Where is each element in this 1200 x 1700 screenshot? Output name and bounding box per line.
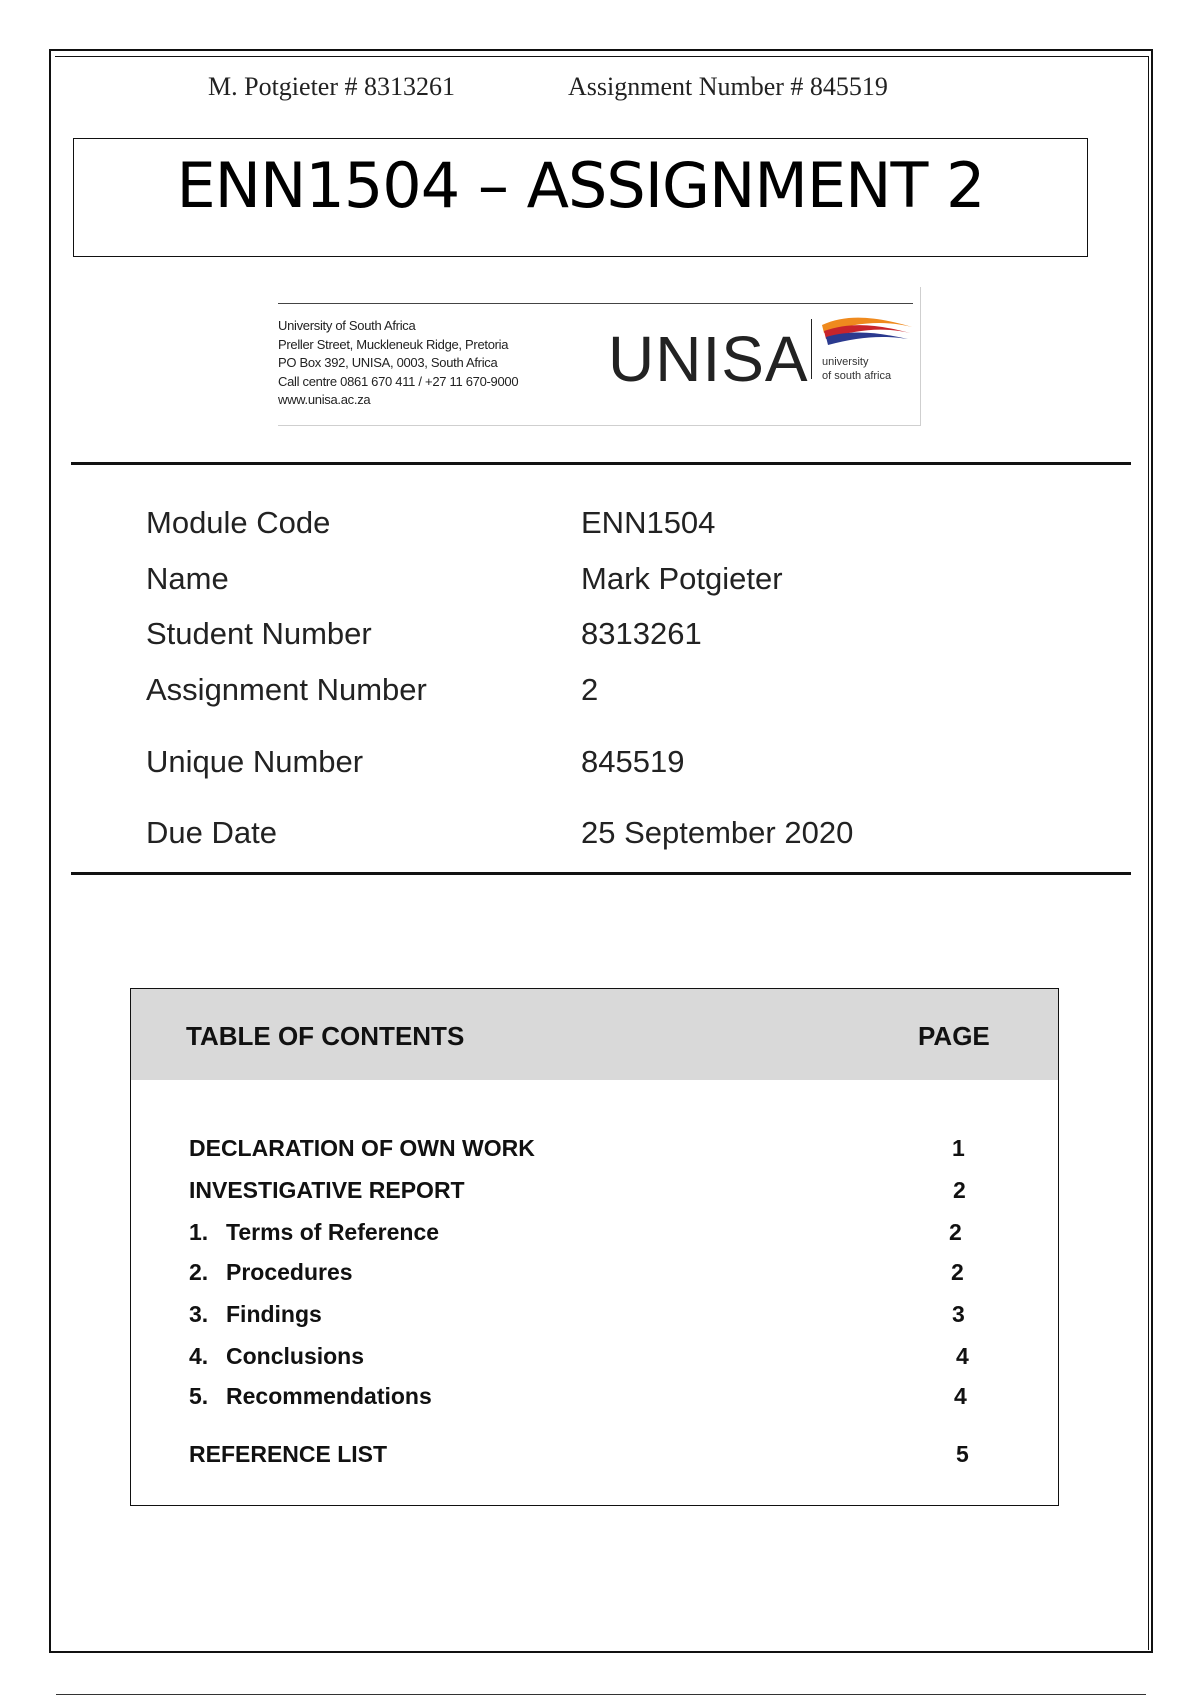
toc-entry-number: 5. (189, 1383, 209, 1409)
toc-entry[interactable] (189, 1177, 989, 1207)
toc-entry-title: Recommendations (226, 1383, 432, 1409)
subtitle-line: university (822, 356, 869, 368)
toc-entry-title: Procedures (226, 1259, 353, 1285)
toc-entry-page: 5 (956, 1441, 969, 1467)
detail-row-name (146, 561, 1046, 601)
toc-entry-title: REFERENCE LIST (189, 1441, 388, 1467)
toc-heading: TABLE OF CONTENTS (186, 1021, 465, 1051)
toc-entry-page: 2 (953, 1177, 966, 1203)
toc-entry-number: 2. (189, 1259, 209, 1285)
toc-header (131, 989, 1058, 1080)
detail-label: Assignment Number (146, 672, 427, 707)
detail-label: Due Date (146, 815, 277, 850)
running-header (0, 70, 1200, 110)
address-line: Preller Street, Muckleneuk Ridge, Pretoria (278, 336, 509, 352)
address-line: www.unisa.ac.za (278, 392, 371, 407)
toc-entry[interactable] (189, 1343, 989, 1373)
letterhead-address (278, 317, 598, 410)
subtitle-line: of south africa (822, 370, 892, 382)
detail-value: 845519 (581, 744, 685, 779)
detail-label: Name (146, 561, 229, 596)
toc-entry[interactable] (189, 1301, 989, 1331)
header-assignment: Assignment Number # 845519 (568, 72, 888, 101)
detail-value: ENN1504 (581, 505, 716, 540)
toc-entry-title: Conclusions (226, 1343, 365, 1369)
toc-entry-page: 4 (956, 1343, 969, 1369)
bottom-rule (56, 1694, 1146, 1695)
toc-entry-page: 2 (949, 1219, 962, 1245)
letterhead-subtitle (822, 355, 891, 383)
address-line: Call centre 0861 670 411 / +27 11 670-9000 (278, 373, 519, 389)
toc-entry[interactable] (189, 1259, 989, 1289)
header-student: M. Potgieter # 8313261 (208, 72, 455, 101)
unisa-flag-icon (818, 315, 914, 347)
logo-divider (811, 319, 812, 379)
detail-row-unique-number (146, 744, 1046, 784)
detail-label: Unique Number (146, 744, 364, 779)
toc-entry[interactable] (189, 1441, 989, 1471)
detail-label: Student Number (146, 616, 372, 651)
detail-label: Module Code (146, 505, 331, 540)
toc-entry[interactable] (189, 1219, 989, 1249)
toc-entry-title: Terms of Reference (226, 1219, 440, 1245)
detail-value: 25 September 2020 (581, 815, 854, 850)
unisa-letterhead (278, 287, 921, 426)
document-title: ENN1504 – ASSIGNMENT 2 (176, 149, 985, 222)
detail-value: 2 (581, 672, 599, 707)
toc-entry-page: 4 (954, 1383, 967, 1409)
unisa-wordmark: UNISA (608, 323, 809, 395)
detail-row-module-code (146, 505, 1046, 545)
toc-entry-number: 4. (189, 1343, 209, 1369)
detail-row-assignment-number (146, 672, 1046, 712)
letterhead-rule (278, 303, 913, 304)
detail-row-due-date (146, 815, 1046, 855)
toc-entry-number: 1. (189, 1219, 209, 1245)
table-of-contents (130, 988, 1059, 1506)
detail-value: 8313261 (581, 616, 702, 651)
section-rule-bottom (71, 872, 1131, 875)
detail-row-student-number (146, 616, 1046, 656)
toc-entry-page: 1 (952, 1135, 965, 1161)
toc-entry-title: Findings (226, 1301, 322, 1327)
address-line: University of South Africa (278, 318, 416, 333)
detail-value: Mark Potgieter (581, 561, 783, 596)
toc-entry-title: DECLARATION OF OWN WORK (189, 1135, 535, 1161)
toc-entry-title: INVESTIGATIVE REPORT (189, 1177, 465, 1203)
toc-page-heading: PAGE (918, 1021, 990, 1051)
title-box (73, 138, 1088, 257)
toc-entry[interactable] (189, 1135, 989, 1165)
section-rule-top (71, 462, 1131, 465)
toc-entry-page: 3 (952, 1301, 965, 1327)
toc-entry-number: 3. (189, 1301, 209, 1327)
toc-entry[interactable] (189, 1383, 989, 1413)
address-line: PO Box 392, UNISA, 0003, South Africa (278, 355, 498, 370)
toc-entry-page: 2 (951, 1259, 964, 1285)
